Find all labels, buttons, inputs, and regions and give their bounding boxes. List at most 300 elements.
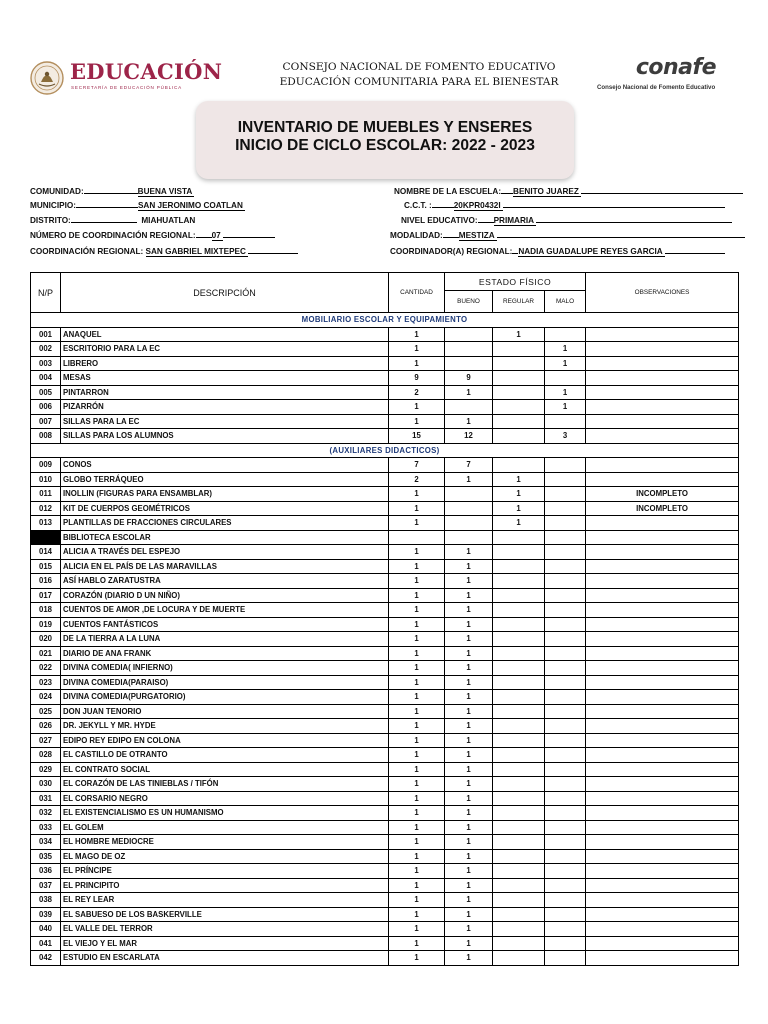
- table-row: [31, 559, 739, 574]
- cell-cantidad: 1: [389, 487, 445, 502]
- cell-descripcion: CUENTOS FANTÁSTICOS: [61, 617, 389, 632]
- cell-observaciones: [586, 356, 739, 371]
- cell-observaciones: [586, 951, 739, 966]
- cell-descripcion: BIBLIOTECA ESCOLAR: [61, 530, 389, 545]
- table-row: [31, 835, 739, 850]
- cell-bueno: 1: [445, 878, 493, 893]
- cell-np: 020: [31, 632, 61, 647]
- cell-descripcion: CUENTOS DE AMOR ,DE LOCURA Y DE MUERTE: [61, 603, 389, 618]
- cell-bueno: 1: [445, 603, 493, 618]
- cell-observaciones: [586, 603, 739, 618]
- cell-cantidad: 2: [389, 385, 445, 400]
- cell-malo: [545, 559, 586, 574]
- cell-malo: [545, 864, 586, 879]
- cell-cantidad: 1: [389, 646, 445, 661]
- cell-bueno: 1: [445, 907, 493, 922]
- cell-bueno: 1: [445, 617, 493, 632]
- cell-cantidad: [389, 530, 445, 545]
- section-title: (AUXILIARES DIDACTICOS): [31, 443, 739, 458]
- cell-descripcion: ALICIA A TRAVÉS DEL ESPEJO: [61, 545, 389, 560]
- cell-observaciones: [586, 588, 739, 603]
- cell-cantidad: 1: [389, 400, 445, 415]
- cell-cantidad: 1: [389, 559, 445, 574]
- cell-bueno: 7: [445, 458, 493, 473]
- cell-descripcion: ALICIA EN EL PAÍS DE LAS MARAVILLAS: [61, 559, 389, 574]
- cell-bueno: 1: [445, 951, 493, 966]
- field-value: BENITO JUAREZ: [513, 187, 579, 196]
- cell-bueno: 1: [445, 936, 493, 951]
- header-descripcion: DESCRIPCIÓN: [61, 273, 389, 313]
- cell-descripcion: CORAZÓN (DIARIO D UN NIÑO): [61, 588, 389, 603]
- cell-descripcion: DIVINA COMEDIA( INFIERNO): [61, 661, 389, 676]
- cell-malo: [545, 516, 586, 531]
- cell-regular: [493, 632, 545, 647]
- cell-bueno: 1: [445, 690, 493, 705]
- table-row: [31, 516, 739, 531]
- cell-malo: [545, 907, 586, 922]
- cell-cantidad: 1: [389, 414, 445, 429]
- field-nivel: [401, 214, 732, 226]
- cell-observaciones: [586, 342, 739, 357]
- inventory-table: [30, 272, 739, 966]
- field-modalidad: [390, 229, 745, 241]
- cell-malo: [545, 733, 586, 748]
- cell-malo: [545, 849, 586, 864]
- cell-np: 013: [31, 516, 61, 531]
- cell-cantidad: 1: [389, 704, 445, 719]
- field-value: PRIMARIA: [493, 216, 535, 225]
- cell-np: 006: [31, 400, 61, 415]
- cell-cantidad: 1: [389, 342, 445, 357]
- cell-descripcion: PIZARRÓN: [61, 400, 389, 415]
- cell-descripcion: EL PRÍNCIPE: [61, 864, 389, 879]
- cell-bueno: 9: [445, 371, 493, 386]
- table-row: [31, 820, 739, 835]
- cell-cantidad: 1: [389, 951, 445, 966]
- cell-np: 005: [31, 385, 61, 400]
- cell-regular: 1: [493, 516, 545, 531]
- cell-regular: [493, 545, 545, 560]
- cell-observaciones: [586, 545, 739, 560]
- cell-malo: [545, 371, 586, 386]
- cell-bueno: [445, 530, 493, 545]
- sep-logo: [30, 56, 230, 102]
- cell-bueno: 1: [445, 791, 493, 806]
- cell-malo: [545, 661, 586, 676]
- cell-malo: [545, 719, 586, 734]
- section-title: MOBILIARIO ESCOLAR Y EQUIPAMIENTO: [31, 313, 739, 328]
- cell-descripcion: INOLLIN (FIGURAS PARA ENSAMBLAR): [61, 487, 389, 502]
- cell-malo: [545, 588, 586, 603]
- title-line-1: INVENTARIO DE MUEBLES Y ENSERES: [237, 119, 533, 136]
- field-value: BUENA VISTA: [137, 187, 193, 196]
- cell-malo: [545, 690, 586, 705]
- cell-malo: [545, 646, 586, 661]
- cell-regular: [493, 342, 545, 357]
- cell-cantidad: 1: [389, 603, 445, 618]
- cell-cantidad: 1: [389, 893, 445, 908]
- cell-descripcion: EL CASTILLO DE OTRANTO: [61, 748, 389, 763]
- cell-cantidad: 1: [389, 617, 445, 632]
- table-row: [31, 632, 739, 647]
- cell-regular: 1: [493, 501, 545, 516]
- header-bueno: BUENO: [445, 291, 493, 313]
- cell-regular: [493, 806, 545, 821]
- cell-np: 036: [31, 864, 61, 879]
- cell-np: 016: [31, 574, 61, 589]
- cell-cantidad: 1: [389, 545, 445, 560]
- table-row: [31, 356, 739, 371]
- cell-np: 031: [31, 791, 61, 806]
- header-regular: REGULAR: [493, 291, 545, 313]
- field-cct: [404, 199, 725, 211]
- cell-regular: 1: [493, 327, 545, 342]
- table-row: [31, 487, 739, 502]
- national-seal-icon: [30, 58, 64, 98]
- cell-malo: [545, 574, 586, 589]
- cell-descripcion: ASÍ HABLO ZARATUSTRA: [61, 574, 389, 589]
- field-label: COORDINADOR(A) REGIONAL:: [390, 247, 513, 256]
- cell-bueno: [445, 487, 493, 502]
- table-row: [31, 907, 739, 922]
- cell-np: 032: [31, 806, 61, 821]
- cell-regular: [493, 574, 545, 589]
- cell-observaciones: [586, 429, 739, 444]
- field-value: MESTIZA: [458, 231, 495, 240]
- logo-educacion-text: EDUCACIÓN: [70, 59, 223, 84]
- cell-descripcion: DIVINA COMEDIA(PURGATORIO): [61, 690, 389, 705]
- table-row: [31, 603, 739, 618]
- cell-cantidad: 1: [389, 762, 445, 777]
- cell-descripcion: EL PRINCIPITO: [61, 878, 389, 893]
- cell-descripcion: ESCRITORIO PARA LA EC: [61, 342, 389, 357]
- header-np: N/P: [31, 273, 61, 313]
- cell-bueno: 1: [445, 733, 493, 748]
- cell-malo: [545, 951, 586, 966]
- table-row: [31, 414, 739, 429]
- table-row: [31, 777, 739, 792]
- cell-descripcion: EL EXISTENCIALISMO ES UN HUMANISMO: [61, 806, 389, 821]
- cell-bueno: 1: [445, 385, 493, 400]
- cell-malo: [545, 936, 586, 951]
- table-row: [31, 429, 739, 444]
- field-value: NADIA GUADALUPE REYES GARCIA: [518, 247, 663, 256]
- cell-bueno: 1: [445, 414, 493, 429]
- table-row: [31, 762, 739, 777]
- cell-bueno: [445, 327, 493, 342]
- field-label: MODALIDAD:: [390, 231, 443, 240]
- cell-malo: [545, 501, 586, 516]
- cell-malo: [545, 414, 586, 429]
- cell-observaciones: INCOMPLETO: [586, 487, 739, 502]
- field-value: SAN JERONIMO COATLAN: [137, 201, 243, 210]
- cell-regular: [493, 719, 545, 734]
- cell-malo: [545, 530, 586, 545]
- table-row: [31, 675, 739, 690]
- cell-descripcion: LIBRERO: [61, 356, 389, 371]
- cell-bueno: 1: [445, 748, 493, 763]
- table-row: [31, 661, 739, 676]
- cell-observaciones: [586, 893, 739, 908]
- table-row: [31, 327, 739, 342]
- cell-cantidad: 1: [389, 733, 445, 748]
- field-label: MUNICIPIO:: [30, 201, 76, 210]
- header-cantidad: CANTIDAD: [389, 273, 445, 313]
- cell-observaciones: [586, 400, 739, 415]
- cell-descripcion: GLOBO TERRÁQUEO: [61, 472, 389, 487]
- cell-regular: [493, 951, 545, 966]
- cell-bueno: 1: [445, 632, 493, 647]
- cell-observaciones: [586, 820, 739, 835]
- cell-bueno: [445, 400, 493, 415]
- cell-regular: [493, 864, 545, 879]
- cell-np: 033: [31, 820, 61, 835]
- cell-observaciones: [586, 646, 739, 661]
- table-row: [31, 501, 739, 516]
- cell-descripcion: EL MAGO DE OZ: [61, 849, 389, 864]
- cell-np: 037: [31, 878, 61, 893]
- cell-observaciones: [586, 675, 739, 690]
- field-value: SAN GABRIEL MIXTEPEC: [145, 247, 246, 256]
- cell-observaciones: [586, 719, 739, 734]
- cell-descripcion: PINTARRON: [61, 385, 389, 400]
- cell-observaciones: [586, 835, 739, 850]
- cell-observaciones: [586, 791, 739, 806]
- cell-bueno: 1: [445, 588, 493, 603]
- cell-observaciones: [586, 458, 739, 473]
- cell-np: 041: [31, 936, 61, 951]
- field-value: 20KPR0432I: [453, 201, 501, 210]
- cell-descripcion: EL REY LEAR: [61, 893, 389, 908]
- cell-bueno: 1: [445, 806, 493, 821]
- field-label: COORDINACIÓN REGIONAL:: [30, 247, 144, 256]
- cell-cantidad: 9: [389, 371, 445, 386]
- cell-bueno: 1: [445, 922, 493, 937]
- cell-bueno: 1: [445, 835, 493, 850]
- cell-bueno: [445, 501, 493, 516]
- cell-np: 018: [31, 603, 61, 618]
- cell-cantidad: 1: [389, 632, 445, 647]
- cell-np: 022: [31, 661, 61, 676]
- cell-bueno: 1: [445, 762, 493, 777]
- table-row: [31, 704, 739, 719]
- cell-regular: [493, 936, 545, 951]
- cell-observaciones: [586, 414, 739, 429]
- cell-regular: [493, 400, 545, 415]
- cell-observaciones: [586, 574, 739, 589]
- cell-descripcion: EDIPO REY EDIPO EN COLONA: [61, 733, 389, 748]
- cell-np: 010: [31, 472, 61, 487]
- cell-np: 014: [31, 545, 61, 560]
- cell-descripcion: KIT DE CUERPOS GEOMÉTRICOS: [61, 501, 389, 516]
- field-coordinacion-regional: [30, 245, 298, 257]
- cell-bueno: 1: [445, 777, 493, 792]
- cell-np: 007: [31, 414, 61, 429]
- cell-descripcion: EL CORAZÓN DE LAS TINIEBLAS / TIFÓN: [61, 777, 389, 792]
- cell-malo: [545, 922, 586, 937]
- field-label: C.C.T. :: [404, 201, 432, 210]
- cell-descripcion: ANAQUEL: [61, 327, 389, 342]
- cell-descripcion: EL SABUESO DE LOS BASKERVILLE: [61, 907, 389, 922]
- cell-regular: [493, 414, 545, 429]
- cell-np: 029: [31, 762, 61, 777]
- cell-regular: [493, 748, 545, 763]
- cell-np: 015: [31, 559, 61, 574]
- cell-regular: [493, 617, 545, 632]
- table-row: [31, 719, 739, 734]
- cell-regular: [493, 661, 545, 676]
- cell-bueno: [445, 342, 493, 357]
- table-row: [31, 951, 739, 966]
- cell-observaciones: [586, 878, 739, 893]
- table-row: [31, 864, 739, 879]
- table-row: [31, 849, 739, 864]
- cell-cantidad: 1: [389, 806, 445, 821]
- cell-malo: [545, 704, 586, 719]
- cell-cantidad: 7: [389, 458, 445, 473]
- cell-malo: 1: [545, 342, 586, 357]
- cell-observaciones: [586, 748, 739, 763]
- cell-np: 028: [31, 748, 61, 763]
- cell-malo: [545, 893, 586, 908]
- cell-observaciones: [586, 632, 739, 647]
- cell-descripcion: CONOS: [61, 458, 389, 473]
- cell-observaciones: [586, 936, 739, 951]
- cell-descripcion: EL VIEJO Y EL MAR: [61, 936, 389, 951]
- cell-regular: [493, 559, 545, 574]
- cell-np: 027: [31, 733, 61, 748]
- table-row: [31, 371, 739, 386]
- cell-np: 019: [31, 617, 61, 632]
- cell-malo: [545, 327, 586, 342]
- cell-cantidad: 1: [389, 878, 445, 893]
- cell-bueno: 1: [445, 574, 493, 589]
- table-row: [31, 878, 739, 893]
- cell-descripcion: ESTUDIO EN ESCARLATA: [61, 951, 389, 966]
- cell-malo: [545, 472, 586, 487]
- cell-regular: [493, 356, 545, 371]
- cell-np: 011: [31, 487, 61, 502]
- header-malo: MALO: [545, 291, 586, 313]
- table-row: [31, 690, 739, 705]
- cell-cantidad: 2: [389, 472, 445, 487]
- cell-bueno: 1: [445, 646, 493, 661]
- cell-np: 024: [31, 690, 61, 705]
- conafe-logo: [593, 55, 741, 101]
- field-label: NOMBRE DE LA ESCUELA:: [394, 187, 502, 196]
- cell-bueno: 1: [445, 719, 493, 734]
- cell-descripcion: MESAS: [61, 371, 389, 386]
- section-row-auxiliares: [31, 443, 739, 458]
- cell-np: 034: [31, 835, 61, 850]
- cell-bueno: 1: [445, 820, 493, 835]
- cell-np: 026: [31, 719, 61, 734]
- cell-malo: [545, 791, 586, 806]
- table-row: [31, 748, 739, 763]
- cell-descripcion: EL HOMBRE MEDIOCRE: [61, 835, 389, 850]
- cell-observaciones: [586, 806, 739, 821]
- cell-np: 039: [31, 907, 61, 922]
- cell-observaciones: [586, 559, 739, 574]
- cell-descripcion: DIARIO DE ANA FRANK: [61, 646, 389, 661]
- table-row: [31, 936, 739, 951]
- cell-cantidad: 1: [389, 849, 445, 864]
- cell-malo: [545, 487, 586, 502]
- cell-cantidad: 1: [389, 936, 445, 951]
- cell-regular: [493, 371, 545, 386]
- header-estado-fisico: ESTADO FÍSICO: [445, 273, 586, 291]
- cell-cantidad: 1: [389, 588, 445, 603]
- cell-regular: [493, 646, 545, 661]
- cell-bueno: 1: [445, 675, 493, 690]
- table-row: [31, 791, 739, 806]
- cell-np: 004: [31, 371, 61, 386]
- cell-cantidad: 1: [389, 516, 445, 531]
- cell-cantidad: 1: [389, 675, 445, 690]
- cell-np: 035: [31, 849, 61, 864]
- cell-malo: [545, 820, 586, 835]
- cell-descripcion: SILLAS PARA LOS ALUMNOS: [61, 429, 389, 444]
- cell-observaciones: [586, 516, 739, 531]
- cell-descripcion: EL CONTRATO SOCIAL: [61, 762, 389, 777]
- cell-observaciones: INCOMPLETO: [586, 501, 739, 516]
- cell-regular: [493, 675, 545, 690]
- cell-descripcion: EL VALLE DEL TERROR: [61, 922, 389, 937]
- cell-np: 002: [31, 342, 61, 357]
- cell-observaciones: [586, 777, 739, 792]
- cell-regular: [493, 849, 545, 864]
- cell-bueno: 1: [445, 661, 493, 676]
- cell-observaciones: [586, 864, 739, 879]
- table-row: [31, 646, 739, 661]
- cell-observaciones: [586, 907, 739, 922]
- table-row: [31, 342, 739, 357]
- table-row: [31, 733, 739, 748]
- table-row: [31, 922, 739, 937]
- cell-np: 038: [31, 893, 61, 908]
- cell-regular: [493, 835, 545, 850]
- field-label: NÚMERO DE COORDINACIÓN REGIONAL:: [30, 231, 196, 240]
- cell-malo: [545, 545, 586, 560]
- table-row: [31, 530, 739, 545]
- cell-np: 021: [31, 646, 61, 661]
- field-comunidad: [30, 185, 194, 197]
- cell-regular: [493, 704, 545, 719]
- cell-regular: [493, 458, 545, 473]
- cell-cantidad: 15: [389, 429, 445, 444]
- cell-descripcion: DON JUAN TENORIO: [61, 704, 389, 719]
- cell-malo: [545, 878, 586, 893]
- cell-regular: [493, 893, 545, 908]
- cell-observaciones: [586, 690, 739, 705]
- cell-regular: 1: [493, 472, 545, 487]
- cell-regular: [493, 878, 545, 893]
- cell-observaciones: [586, 704, 739, 719]
- document-title-box: [196, 101, 574, 179]
- cell-np: 003: [31, 356, 61, 371]
- table-row: [31, 893, 739, 908]
- cell-np: 001: [31, 327, 61, 342]
- table-row: [31, 806, 739, 821]
- cell-regular: [493, 429, 545, 444]
- cell-descripcion: EL CORSARIO NEGRO: [61, 791, 389, 806]
- cell-cantidad: 1: [389, 835, 445, 850]
- cell-bueno: 1: [445, 849, 493, 864]
- field-distrito: [30, 214, 195, 225]
- cell-descripcion: DE LA TIERRA A LA LUNA: [61, 632, 389, 647]
- cell-np: 023: [31, 675, 61, 690]
- table-row: [31, 400, 739, 415]
